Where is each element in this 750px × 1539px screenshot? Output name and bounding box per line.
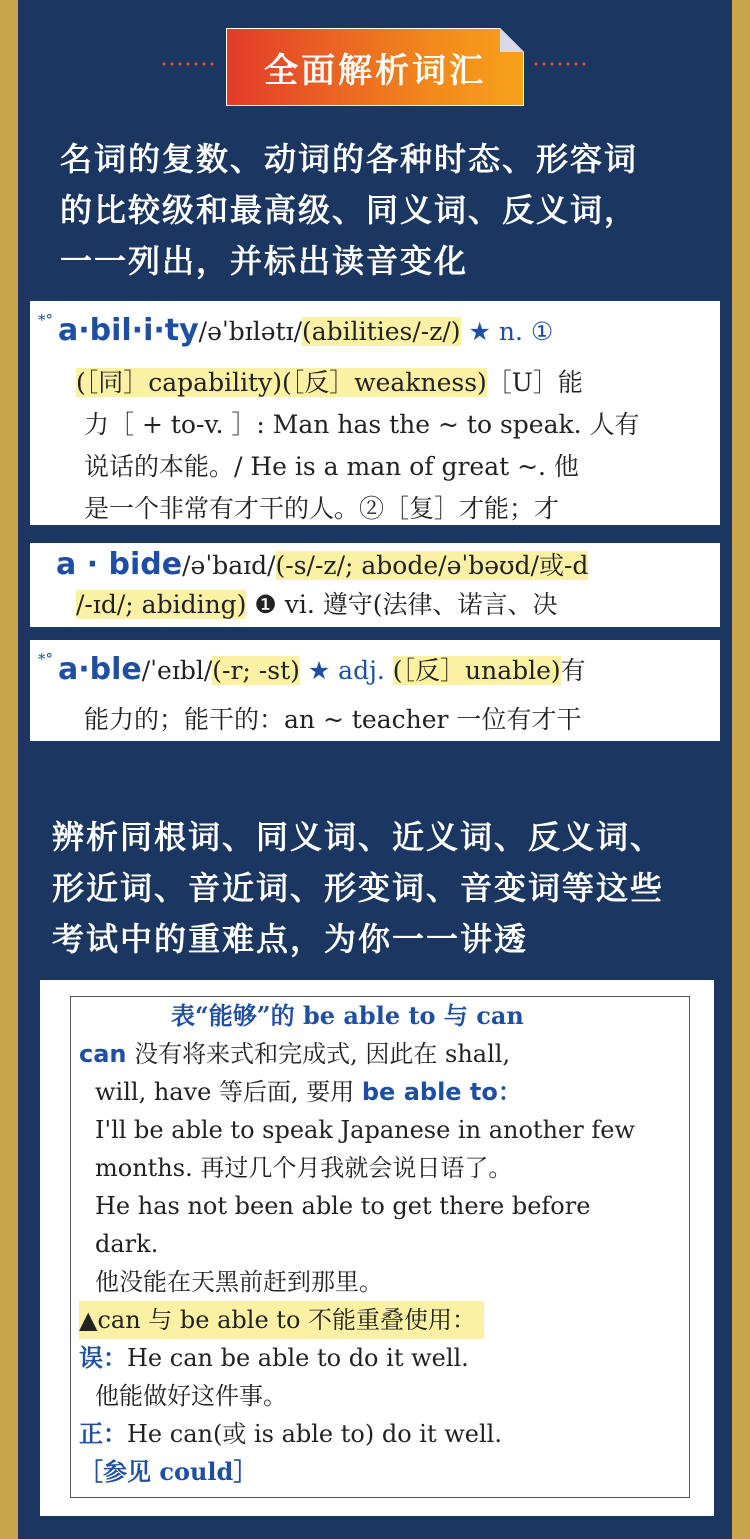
usage-lead: can [79,1040,127,1068]
pos-label: ★ adj. [307,656,385,685]
usage-line: 他能做好这件事。 [95,1382,287,1410]
heading-line: 形近词、音近词、形变词、音变词等这些 [52,869,665,907]
entry-line: 说话的本能。/ He is a man of great ~. 他 [84,452,579,481]
dotted-divider-right [532,62,590,66]
usage-line [79,1339,469,1377]
entry-line [58,650,586,691]
usage-line: He has not been able to get there before [95,1192,591,1220]
inflection: (abilities/-z/) [302,317,461,346]
section-heading-2 [52,812,664,965]
entry-line: 是一个非常有才干的人。②［复］才能；才 [84,494,560,523]
phonetic: /əˈbɪlətɪ/ [198,317,303,346]
heading-line: 名词的复数、动词的各种时态、形容词 [60,140,639,178]
phonetic: /əˈbaɪd/ [182,551,276,580]
entry-line [76,363,583,403]
entry-tail: 有 [560,656,586,685]
gold-border-left [0,0,18,1539]
entry-line [58,311,553,352]
banner-title: 全面解析词汇 [264,50,486,91]
dictionary-entry-able [30,640,720,741]
headword: a·bil·i·ty [58,313,199,348]
entry-tail: ❶ vi. 遵守(法律、诺言、决 [254,590,558,619]
title-banner [226,28,524,106]
usage-line [95,1073,522,1111]
headword: a · bide [56,547,183,582]
section-heading-1 [60,134,638,287]
dictionary-entry-ability [30,301,720,525]
pos-label: ★ n. ① [468,317,554,346]
usage-emphasis: be able to： [361,1078,522,1106]
entry-line: 能力的；能干的：an ~ teacher 一位有才干 [84,705,582,734]
entry-marks: *° [38,311,53,329]
usage-reference: ［参见 could］ [79,1457,258,1486]
usage-lead: 正： [79,1420,127,1448]
usage-title: 表“能够”的 be able to 与 can [171,1001,524,1030]
synonym: (［同］capability) [76,368,282,397]
heading-line: 的比较级和最高级、同义词、反义词， [60,191,639,229]
heading-line: 一一列出，并标出读音变化 [60,242,469,280]
entry-line [76,585,558,625]
antonym: (［反］unable) [392,656,561,685]
heading-line: 辨析同根词、同义词、近义词、反义词、 [52,818,665,856]
usage-note-border [70,996,690,1498]
antonym: (［反］weakness) [281,368,487,397]
usage-line: dark. [95,1230,159,1258]
usage-text: He can be able to do it well. [127,1344,469,1372]
phonetic: /ˈeɪbl/ [141,656,213,685]
usage-line: months. 再过几个月我就会说日语了。 [95,1154,513,1182]
title-banner-wrap [160,14,590,104]
inflection: (-r; -st) [212,656,300,685]
usage-text: He can(或 is able to) do it well. [127,1420,502,1448]
entry-line: 力［ + to-v. ］: Man has the ~ to speak. 人有 [84,410,640,439]
headword: a·ble [58,652,142,687]
usage-warning: ▲can 与 be able to 不能重叠使用： [79,1301,484,1339]
heading-line: 考试中的重难点，为你一一讲透 [52,920,529,958]
usage-note-box [40,980,714,1516]
inflection: (-s/-z/; abode/əˈbəʊd/或-d [275,551,589,580]
usage-line: 他没能在天黑前赶到那里。 [95,1268,383,1296]
dictionary-entry-abide [30,543,720,627]
dotted-divider-left [160,62,218,66]
entry-marks: *° [38,650,53,668]
usage-line: I'll be able to speak Japanese in another few [95,1116,635,1144]
usage-lead: 误： [79,1344,127,1372]
inflection: /-ɪd/; abiding) [76,590,247,619]
entry-line [56,545,588,586]
usage-line [79,1035,510,1073]
usage-line [79,1415,502,1453]
gold-border-right [732,0,750,1539]
entry-tail: ［U］能 [486,368,583,397]
usage-text: 没有将来式和完成式, 因此在 shall, [126,1040,511,1068]
usage-text: will, have 等后面, 要用 [95,1078,362,1106]
